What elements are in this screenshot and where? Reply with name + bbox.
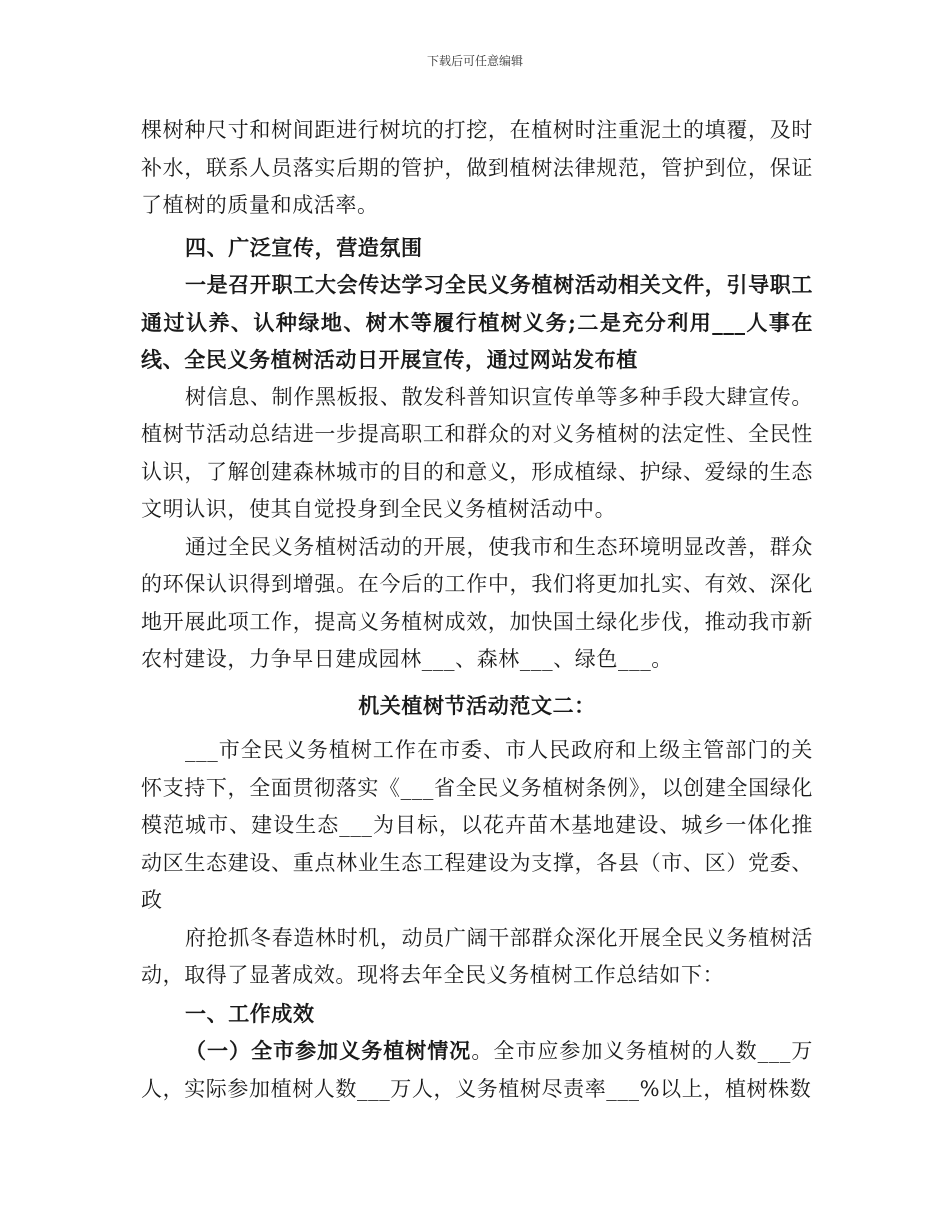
paragraph-publicity-bold: 一是召开职工大会传达学习全民义务植树活动相关文件，引导职工通过认养、认种绿地、树木等履行植树义务;二是充分利用___人事在线、全民义务植树活动日开展宣传，通过网站发布植 xyxy=(141,272,813,372)
page-header-note: 下载后可任意编辑 xyxy=(426,54,523,68)
participation-text: 。全市应参加义务植树的人数___万人，实际参加植树人数___万人，义务植树尽责率___%以上，植树株数 xyxy=(141,1039,813,1101)
paragraph-publicity: 树信息、制作黑板报、散发科普知识宣传单等多种手段大肆宣传。植树节活动总结进一步提高职工和群众的对义务植树的法定性、全民性认识，了解创建森林城市的目的和意义，形成植绿、护绿、爱绿的生态文明认识，使其自觉投身到全民义务植树活动中。 xyxy=(141,384,813,521)
document-body xyxy=(141,112,813,1108)
section-title-sample-2: 机关植树节活动范文二： xyxy=(358,692,596,718)
section-heading-1: 一、工作成效 xyxy=(185,1000,315,1026)
paragraph-intro-cont: 府抢抓冬春造林时机，动员广阔干部群众深化开展全民义务植树活动，取得了显著成效。现将去年全民义务植树工作总结如下： xyxy=(141,925,813,987)
paragraph-continuation: 棵树种尺寸和树间距进行树坑的打挖，在植树时注重泥土的填覆，及时补水，联系人员落实后期的管护，做到植树法律规范，管护到位，保证了植树的质量和成活率。 xyxy=(141,118,813,217)
section-heading-4: 四、广泛宣传，营造氛围 xyxy=(185,234,423,260)
paragraph-intro: ___市全民义务植树工作在市委、市人民政府和上级主管部门的关怀支持下，全面贯彻落实《___省全民义务植树条例》，以创建全国绿化模范城市、建设生态___为目标，以花卉苗木基地建设、城乡一体化推动区生态建设、重点林业生态工程建设为支撑，各县（市、区）党委、政 xyxy=(141,738,813,912)
paragraph-participation xyxy=(141,1032,813,1108)
participation-lead: （一）全市参加义务植树情况 xyxy=(185,1038,472,1063)
paragraph-conclusion: 通过全民义务植树活动的开展，使我市和生态环境明显改善，群众的环保认识得到增强。在今后的工作中，我们将更加扎实、有效、深化地开展此项工作，提高义务植树成效，加快国土绿化步伐，推动我市新农村建设，力争早日建成园林___、森林___、绿色___。 xyxy=(141,534,813,671)
